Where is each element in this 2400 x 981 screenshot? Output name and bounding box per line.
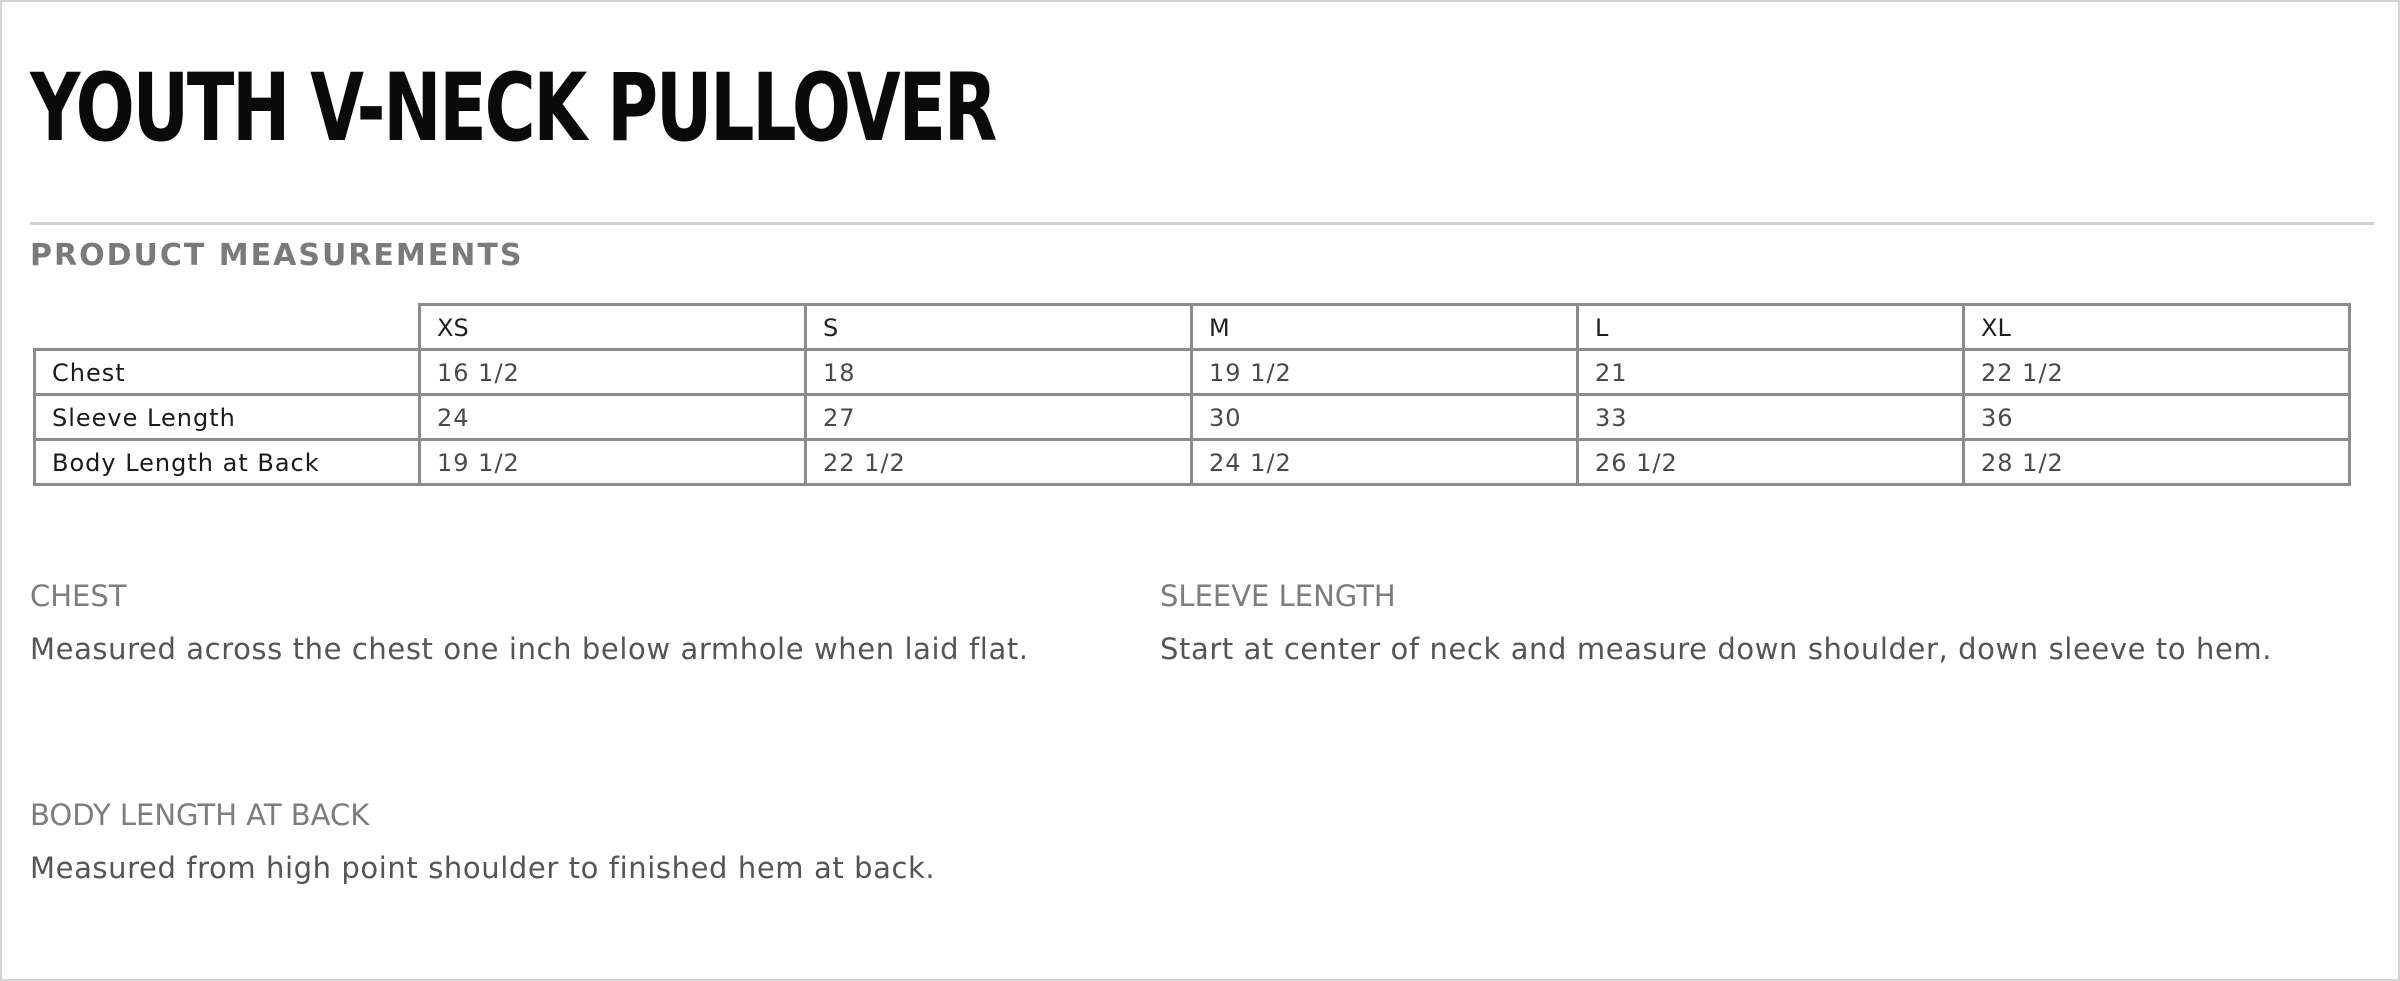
table-cell: 18 bbox=[806, 350, 1192, 395]
row-label-chest: Chest bbox=[35, 350, 420, 395]
size-header-l: L bbox=[1578, 305, 1964, 350]
table-cell: 16 1/2 bbox=[420, 350, 806, 395]
table-corner-cell bbox=[35, 305, 420, 350]
table-cell: 21 bbox=[1578, 350, 1964, 395]
header-divider bbox=[30, 222, 2374, 225]
body-length-definition bbox=[30, 795, 1120, 893]
table-cell: 28 1/2 bbox=[1964, 440, 2350, 485]
size-header-xl: XL bbox=[1964, 305, 2350, 350]
row-label-body-length: Body Length at Back bbox=[35, 440, 420, 485]
table-row-sleeve-length bbox=[35, 395, 2350, 440]
body-length-definition-heading: BODY LENGTH AT BACK bbox=[30, 798, 370, 832]
table-cell: 19 1/2 bbox=[1192, 350, 1578, 395]
size-header-m: M bbox=[1192, 305, 1578, 350]
table-cell: 19 1/2 bbox=[420, 440, 806, 485]
chest-definition bbox=[30, 576, 1120, 674]
sleeve-length-definition bbox=[1160, 576, 2290, 674]
size-header-xs: XS bbox=[420, 305, 806, 350]
table-cell: 22 1/2 bbox=[1964, 350, 2350, 395]
table-cell: 36 bbox=[1964, 395, 2350, 440]
chest-definition-heading: CHEST bbox=[30, 579, 127, 613]
measurements-table bbox=[33, 303, 2351, 486]
table-cell: 33 bbox=[1578, 395, 1964, 440]
row-label-sleeve-length: Sleeve Length bbox=[35, 395, 420, 440]
table-cell: 24 bbox=[420, 395, 806, 440]
table-header-row bbox=[35, 305, 2350, 350]
table-cell: 22 1/2 bbox=[806, 440, 1192, 485]
size-header-s: S bbox=[806, 305, 1192, 350]
product-title: YOUTH V-NECK PULLOVER bbox=[30, 54, 996, 163]
table-cell: 24 1/2 bbox=[1192, 440, 1578, 485]
section-heading: PRODUCT MEASUREMENTS bbox=[30, 238, 524, 273]
body-length-definition-text: Measured from high point shoulder to finished hem at back. bbox=[30, 851, 936, 885]
chest-definition-text: Measured across the chest one inch below armhole when laid flat. bbox=[30, 632, 1029, 666]
table-cell: 26 1/2 bbox=[1578, 440, 1964, 485]
table-row-body-length bbox=[35, 440, 2350, 485]
sleeve-length-definition-heading: SLEEVE LENGTH bbox=[1160, 579, 1396, 613]
table-row-chest bbox=[35, 350, 2350, 395]
table-cell: 30 bbox=[1192, 395, 1578, 440]
sleeve-length-definition-text: Start at center of neck and measure down shoulder, down sleeve to hem. bbox=[1160, 632, 2273, 666]
table-cell: 27 bbox=[806, 395, 1192, 440]
